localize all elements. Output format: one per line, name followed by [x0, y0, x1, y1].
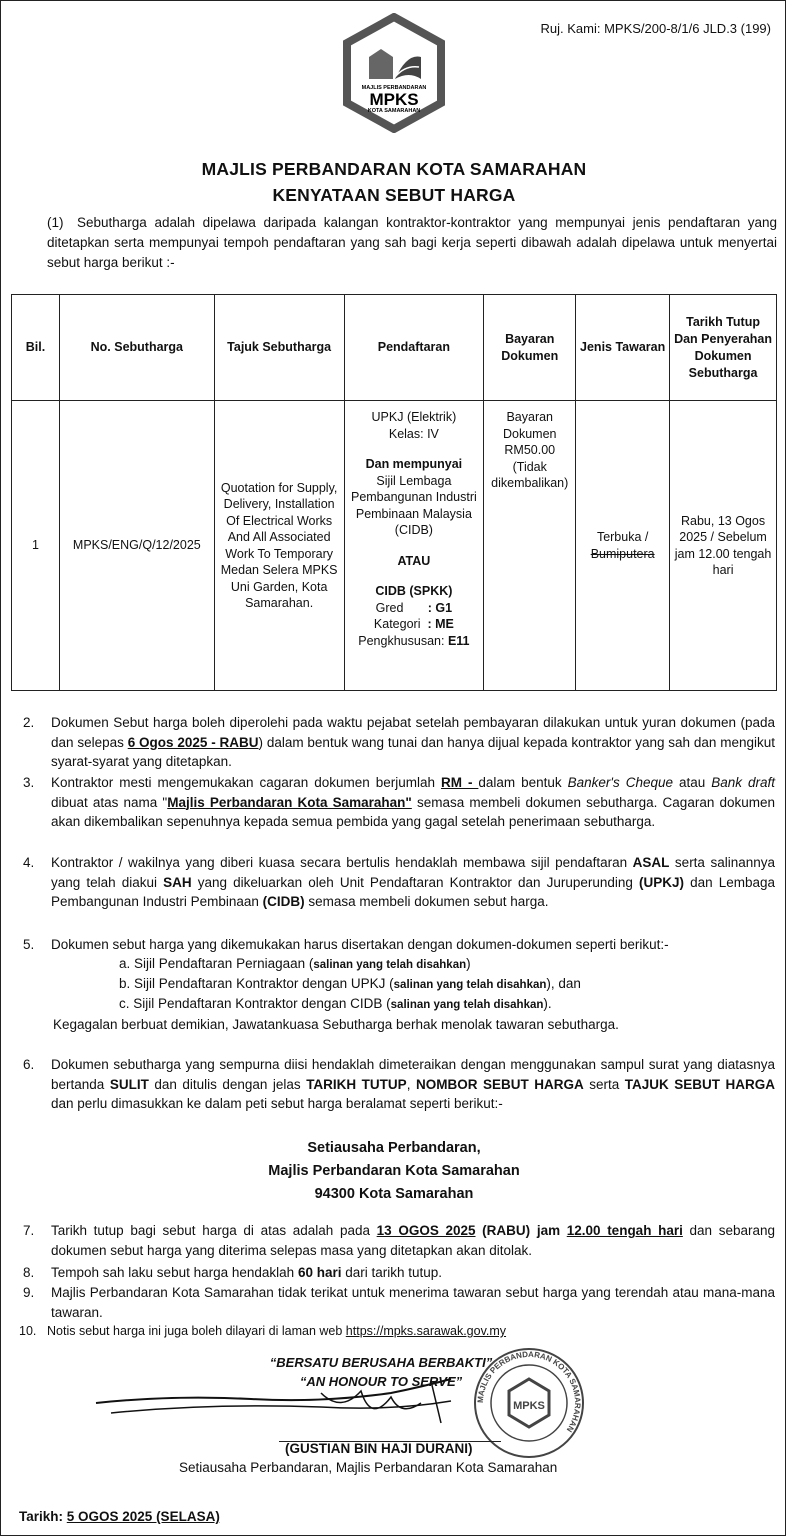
notice-title: KENYATAAN SEBUT HARGA	[272, 185, 516, 205]
p5-item-bold: salinan yang telah disahkan	[390, 999, 544, 1011]
kategori-value: : ME	[427, 617, 454, 631]
p6-text-end: dan perlu dimasukkan ke dalam peti sebut harga beralamat seperti berikut:-	[51, 1096, 503, 1111]
p3-draft: Bank draft	[711, 775, 775, 790]
p8-text: Tempoh sah laku sebut harga hendaklah	[51, 1265, 298, 1280]
pengkhususan-line	[348, 633, 481, 650]
p3-text-end: semasa membeli dokumen sebutharga. Cagaran dokumen akan dikembalikan sepenuhnya kepada semua pembida yang gagal setelah penerimaan sebutharga.	[51, 794, 775, 829]
p3-payee: Majlis Perbandaran Kota Samarahan"	[167, 794, 412, 810]
header-bayaran: Bayaran Dokumen	[484, 295, 576, 401]
p6-tajuk: TAJUK SEBUT HARGA	[624, 1076, 776, 1092]
paragraph-5	[23, 935, 775, 955]
header-tajuk: Tajuk Sebutharga	[214, 295, 344, 401]
signatory-role: Setiausaha Perbandaran, Majlis Perbandaran Kota Samarahan	[179, 1460, 558, 1475]
p5-item-text: b. Sijil Pendaftaran Kontraktor dengan UPKJ (	[119, 976, 394, 991]
p7-date: 13 OGOS 2025	[376, 1223, 476, 1238]
paragraph-number: 6.	[23, 1057, 35, 1072]
header-pendaftaran: Pendaftaran	[344, 295, 484, 401]
p5-item-a	[119, 954, 471, 975]
p8-text-end: dari tarikh tutup.	[341, 1265, 443, 1280]
p6-text: ,	[406, 1076, 416, 1092]
p2-date: 6 Ogos 2025 - RABU	[127, 734, 259, 750]
p6-sulit: SULIT	[109, 1076, 149, 1092]
paragraph-7	[23, 1221, 775, 1260]
paragraph-3	[23, 773, 775, 832]
p4-text: yang dikeluarkan oleh Unit Pendaftaran Kontraktor dan Juruperunding	[191, 874, 639, 890]
p3-text: atau	[673, 775, 712, 790]
paragraph-number: 3.	[23, 775, 35, 790]
p5-item-end: ).	[543, 996, 552, 1011]
pengkhususan-label: Pengkhususan:	[358, 633, 445, 648]
kategori-label: Kategori	[373, 617, 421, 631]
gred-line	[348, 600, 481, 617]
signature-scribble-icon	[91, 1373, 521, 1433]
p5-item-end: )	[466, 956, 471, 971]
pengkhususan-value: E11	[447, 633, 470, 648]
logo-bottom-text: KOTA SAMARAHAN	[367, 108, 421, 114]
council-title: MAJLIS PERBANDARAN KOTA SAMARAHAN	[201, 159, 587, 179]
logo-big-text: MPKS	[369, 90, 419, 109]
stamp-center-text: MPKS	[513, 1400, 545, 1412]
p3-cheque: Banker's Cheque	[567, 775, 673, 790]
header-no: No. Sebutharga	[59, 295, 214, 401]
table-row	[12, 401, 777, 691]
pendaftaran-line: Sijil Lembaga Pembangunan Industri Pembinaan Malaysia (CIDB)	[350, 473, 477, 537]
address-line-1: Setiausaha Perbandaran,	[307, 1140, 481, 1156]
pendaftaran-atau: ATAU	[397, 553, 431, 568]
paragraph-number: 7.	[23, 1223, 35, 1238]
pendaftaran-line: UPKJ (Elektrik)	[371, 410, 457, 424]
p6-text: serta	[583, 1076, 625, 1092]
cell-bil: 1	[12, 401, 60, 691]
website-link[interactable]: https://mpks.sarawak.gov.my	[345, 1324, 507, 1338]
reference-number: Ruj. Kami: MPKS/200-8/1/6 JLD.3 (199)	[540, 21, 771, 36]
cell-bayaran: Bayaran Dokumen RM50.00 (Tidak dikembalikan)	[484, 401, 576, 691]
paragraph-number: 4.	[23, 855, 35, 870]
address-line-3: 94300 Kota Samarahan	[314, 1186, 474, 1202]
p5-item-bold: salinan yang telah disahkan	[393, 979, 547, 991]
p4-text: Kontraktor / wakilnya yang diberi kuasa secara bertulis hendaklah membawa sijil pendaftaran	[51, 855, 633, 870]
paragraph-8	[23, 1263, 775, 1283]
p6-tarikh-tutup: TARIKH TUTUP	[306, 1076, 407, 1092]
signatory-name: (GUSTIAN BIN HAJI DURANI)	[285, 1441, 473, 1456]
jenis-terbuka: Terbuka /	[596, 530, 649, 544]
address-line-2: Majlis Perbandaran Kota Samarahan	[268, 1163, 520, 1179]
date-label: Tarikh:	[19, 1509, 67, 1524]
p4-sah: SAH	[163, 874, 192, 890]
header-jenis: Jenis Tawaran	[576, 295, 670, 401]
mpks-logo-icon	[341, 13, 447, 133]
header-bil: Bil.	[12, 295, 60, 401]
intro-text: Sebutharga adalah dipelawa daripada kalangan kontraktor-kontraktor yang mempunyai jenis pendaftaran yang ditetapkan serta mempunyai tempoh pendaftaran yang sah bagi kerja seperti dibawah adalah dipelawa untuk menyertai sebut harga berikut :-	[47, 215, 777, 270]
paragraph-9	[23, 1283, 775, 1322]
jenis-bumiputera: Bumiputera	[590, 546, 655, 561]
cell-no: MPKS/ENG/Q/12/2025	[59, 401, 214, 691]
council-stamp-icon	[469, 1343, 589, 1463]
intro-paragraph	[47, 213, 777, 273]
motto-english: “AN HONOUR TO SERVE”	[299, 1374, 463, 1389]
paragraph-6	[23, 1055, 775, 1114]
p6-text: dan ditulis dengan jelas	[148, 1076, 307, 1092]
pendaftaran-line: Kelas: IV	[388, 426, 439, 441]
p4-text-end: semasa membeli dokumen sebut harga.	[304, 894, 549, 909]
logo-top-text: MAJLIS PERBANDARAN	[361, 85, 427, 91]
p5-item-bold: salinan yang telah disahkan	[313, 959, 467, 971]
p3-amount: RM -	[440, 775, 479, 790]
p5-item-c	[119, 994, 552, 1015]
p10-text: Notis sebut harga ini juga boleh dilayari di laman web	[47, 1324, 346, 1338]
p5-text: Dokumen sebut harga yang dikemukakan harus disertakan dengan dokumen-dokumen seperti berikut:-	[51, 937, 669, 952]
kategori-line	[348, 616, 481, 633]
p3-text: dibuat atas nama "	[51, 794, 168, 810]
p4-upkj: (UPKJ)	[638, 874, 684, 890]
p9-text: Majlis Perbandaran Kota Samarahan tidak terikat untuk menerima tawaran sebut harga yang terendah atau mana-mana tawaran.	[51, 1285, 775, 1320]
p7-text: Tarikh tutup bagi sebut harga di atas adalah pada	[51, 1223, 377, 1238]
p2-text: Dokumen Sebut harga boleh diperolehi pada waktu pejabat setelah pembayaran dilakukan untuk yuran dokumen (pada dan selepas	[51, 715, 775, 750]
table-header-row	[12, 295, 777, 401]
date-value: 5 OGOS 2025 (SELASA)	[66, 1509, 220, 1524]
p4-text: serta salinannya yang telah diakui	[51, 855, 776, 890]
gred-value: : G1	[427, 600, 453, 615]
cell-tajuk: Quotation for Supply, Delivery, Installation Of Electrical Works And All Associated Work To Temporary Medan Selera MPKS Uni Garden, Kota Samarahan.	[214, 401, 344, 691]
p3-text: dalam bentuk	[478, 775, 568, 790]
paragraph-2	[23, 713, 775, 772]
p5-item-end: ), dan	[546, 976, 581, 991]
p4-cidb: (CIDB)	[262, 894, 305, 909]
p5-item-text: a. Sijil Pendaftaran Perniagaan (	[119, 956, 314, 971]
p7-text-end: dan sebarang dokumen sebut harga yang diterima selepas masa yang ditetapkan akan ditolak.	[51, 1223, 775, 1258]
motto-malay: “BERSATU BERUSAHA BERBAKTI”	[269, 1355, 493, 1370]
paragraph-number: 5.	[23, 937, 35, 952]
p7-time: 12.00 tengah hari	[566, 1223, 683, 1238]
gred-label: Gred	[375, 600, 404, 615]
header-tarikh: Tarikh Tutup Dan Penyerahan Dokumen Sebutharga	[670, 295, 777, 401]
p4-text: dan Lembaga Pembangunan Industri Pembinaan	[51, 874, 776, 909]
paragraph-4	[23, 853, 775, 912]
paragraph-number: 9.	[23, 1285, 35, 1300]
cell-jenis	[576, 401, 670, 691]
cell-pendaftaran	[344, 401, 484, 691]
p5-item-b	[119, 974, 581, 995]
p6-text: Dokumen sebutharga yang sempurna diisi hendaklah dimeteraikan dengan menggunakan sampul surat yang diatasnya bertanda	[51, 1057, 775, 1092]
notice-date	[19, 1509, 220, 1524]
p2-text-end: ) dalam bentuk wang tunai dan hanya dijual kepada kontraktor yang sah dan mengikut syarat-syarat yang ditetapkan.	[51, 734, 775, 769]
intro-number: (1)	[47, 215, 64, 230]
p5-item-text: c. Sijil Pendaftaran Kontraktor dengan CIDB (	[119, 996, 391, 1011]
cell-tarikh: Rabu, 13 Ogos 2025 / Sebelum jam 12.00 tengah hari	[670, 401, 777, 691]
p4-asal: ASAL	[632, 855, 670, 870]
p5-conclusion: Kegagalan berbuat demikian, Jawatankuasa Sebutharga berhak menolak tawaran sebutharga.	[53, 1017, 619, 1032]
p8-days: 60 hari	[297, 1265, 342, 1280]
p6-nombor: NOMBOR SEBUT HARGA	[415, 1076, 584, 1092]
quotation-table	[11, 294, 777, 691]
paragraph-10	[19, 1322, 771, 1342]
paragraph-number: 8.	[23, 1265, 35, 1280]
pendaftaran-line: Dan mempunyai	[365, 457, 463, 471]
p7-day: (RABU) jam	[475, 1223, 567, 1238]
stamp-ring-text: MAJLIS PERBANDARAN KOTA SAMARAHAN	[475, 1349, 583, 1434]
paragraph-number: 2.	[23, 715, 35, 730]
p3-text: Kontraktor mesti mengemukakan cagaran dokumen berjumlah	[51, 775, 441, 790]
pendaftaran-line: CIDB (SPKK)	[375, 584, 453, 598]
paragraph-number: 10.	[19, 1324, 37, 1338]
